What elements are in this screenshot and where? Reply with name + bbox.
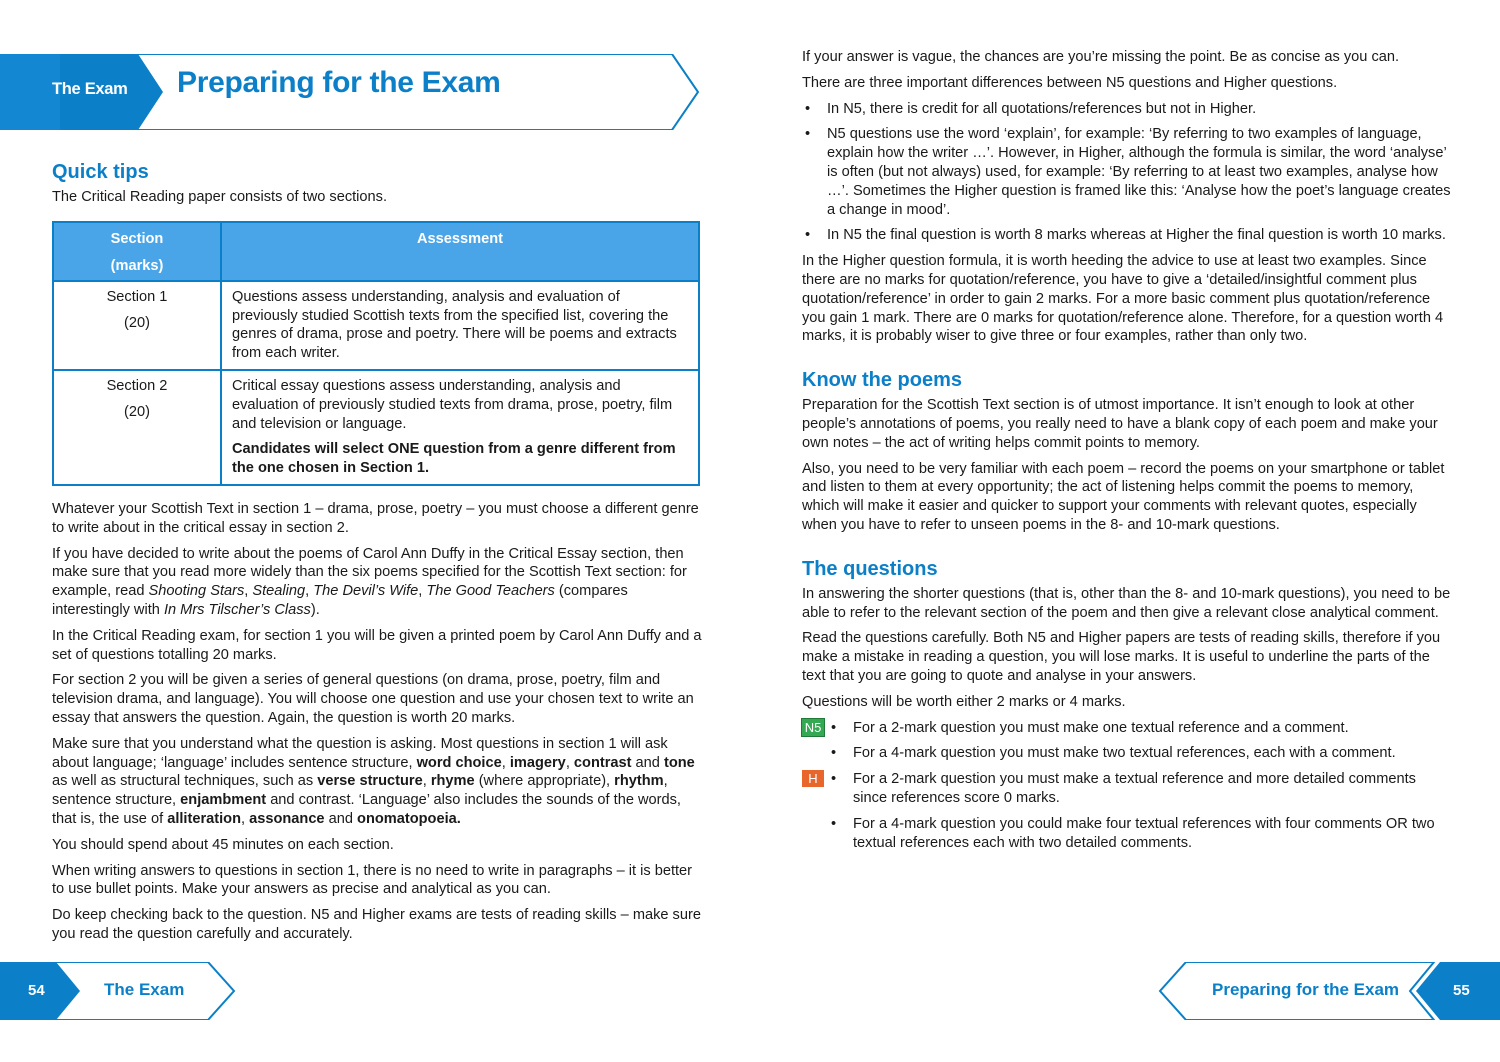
list-item: • In N5, there is credit for all quotations/references but not in Higher.	[802, 100, 1454, 119]
know-poems-heading: Know the poems	[802, 369, 963, 392]
quick-tips-heading: Quick tips	[52, 161, 149, 183]
paragraph: If your answer is vague, the chances are you’re missing the point. Be as concise as you can.	[802, 49, 1400, 65]
table-row	[53, 281, 699, 370]
differences-list	[802, 100, 1454, 246]
list-item: • For a 4-mark question you must make two textual references, each with a comment.	[828, 744, 1454, 763]
right-page	[750, 0, 1500, 1062]
right-content	[802, 48, 1454, 859]
higher-group	[802, 770, 1454, 852]
list-item: • For a 4-mark question you could make four textual references with four comments OR two textual references each with two detailed comments.	[828, 815, 1454, 853]
left-footer	[0, 962, 240, 1020]
paragraph: When writing answers to questions in section 1, there is no need to write in paragraphs – it is better to use bullet points. Make your answers as precise and analytical as you can.	[52, 862, 693, 898]
paragraph: Make sure that you understand what the question is asking. Most questions in section 1 will ask about language; ‘language’ includes sentence structure, word choice, imagery, contrast and tone as well as structural techniques, such as verse structure, rhyme (where appropriate), rhythm, sentence structure, enjambment and contrast. ‘Language’ also includes the sounds of the words, that is, the use of alliteration, assonance and onomatopoeia.	[52, 735, 695, 827]
paragraph: There are three important differences between N5 questions and Higher questions.	[802, 74, 1338, 91]
n5-list	[828, 719, 1454, 764]
right-footer	[1158, 962, 1500, 1020]
page-number: 54	[28, 982, 45, 999]
table-cell-section: Section 2 (20)	[53, 370, 221, 485]
paragraph: In the Higher question formula, it is worth heeding the advice to use at least two examples. Since there are no marks for quotation/reference, you have to give a ‘detailed/insightful comment plus quotation/reference’ in order to gain 2 marks. For a more basic comment plus quotation/reference you gain 1 mark. There are 0 marks for quotation/reference alone. Therefore, for a question worth 4 marks, it is probably wiser to give three or four examples, rather than only two.	[802, 253, 1444, 345]
table-note: Candidates will select ONE question from a genre different from the one chosen in Section 1.	[232, 441, 676, 477]
table-row	[53, 370, 699, 485]
paragraph: Preparation for the Scottish Text section is of utmost importance. It isn’t enough to look at other people’s annotations of poems, you really need to have a blank copy of each poem and make your own notes – the act of writing helps commit points to memory.	[802, 397, 1438, 451]
list-item: • For a 2-mark question you must make one textual reference and a comment.	[828, 719, 1454, 738]
paragraph: In answering the shorter questions (that is, other than the 8- and 10-mark questions), you need to be able to refer to the relevant section of the poem and then give a relevant close analytical comment.	[802, 585, 1451, 621]
paragraph: You should spend about 45 minutes on each section.	[52, 836, 394, 853]
paragraph: Also, you need to be very familiar with each poem – record the poems on your smartphone or tablet and listen to them at every opportunity; the act of listening helps commit the poems to memory, which will make it easier and quicker to support your comments with relevant quotes, especially when you have to refer to unseen poems in the 8- and 10-mark questions.	[802, 460, 1445, 533]
assessment-header: Assessment	[221, 222, 699, 281]
paragraph: For section 2 you will be given a series of general questions (on drama, prose, poetry, film and television drama, and language). You will choose one question and use your chosen text to write an essay that answers the question. Again, the question is worth 20 marks.	[52, 672, 694, 726]
questions-heading: The questions	[802, 557, 938, 580]
assessment-table	[52, 221, 700, 486]
table-cell-section: Section 1 (20)	[53, 281, 221, 370]
page-title: Preparing for the Exam	[177, 66, 501, 99]
paragraph: In the Critical Reading exam, for section 1 you will be given a printed poem by Carol Ann Duffy and a set of questions totalling 20 marks.	[52, 627, 702, 663]
intro-text: The Critical Reading paper consists of two sections.	[52, 189, 388, 205]
footer-label: The Exam	[104, 980, 185, 999]
paragraph: If you have decided to write about the poems of Carol Ann Duffy in the Critical Essay section, then make sure that you read more widely than the six poems specified for the Scottish Text section: for example, read Shooting Stars, Stealing, The Devil’s Wife, The Good Teachers (compares interestingly with In Mrs Tilscher’s Class).	[52, 545, 687, 618]
paragraph: Questions will be worth either 2 marks or 4 marks.	[802, 693, 1126, 710]
list-item: • N5 questions use the word ‘explain’, for example: ‘By referring to two examples of language, explain how the writer …’. However, in Higher, although the formula is similar, the word ‘analyse’ is often (but not always) used, for example: ‘By referring to at least two examples, analyse how …’. Sometimes the Higher question is framed like this: ‘Analyse how the poet’s language creates a change in mood’.	[802, 125, 1454, 219]
footer-label: Preparing for the Exam	[1212, 980, 1400, 999]
higher-list	[828, 770, 1454, 852]
table-cell-assessment: Questions assess understanding, analysis and evaluation of previously studied Scottish texts from the specified list, covering the genres of drama, prose and poetry. There will be poems and extracts from each writer.	[221, 281, 699, 370]
page-number: 55	[1453, 982, 1470, 999]
table-header-row	[53, 222, 699, 281]
left-content	[52, 160, 702, 951]
section-header: Section (marks)	[53, 222, 221, 281]
paragraph: Do keep checking back to the question. N5 and Higher exams are tests of reading skills – make sure you read the question carefully and accurately.	[52, 907, 701, 942]
section-tag: The Exam	[52, 80, 128, 98]
list-item: • In N5 the final question is worth 8 marks whereas at Higher the final question is worth 10 marks.	[802, 226, 1454, 245]
paragraph: Read the questions carefully. Both N5 and Higher papers are tests of reading skills, therefore if you make a mistake in reading a question, you will lose marks. It is useful to underline the parts of the text that you are going to quote and analyse in your answers.	[802, 630, 1441, 684]
higher-badge: H	[802, 770, 824, 787]
paragraph: Whatever your Scottish Text in section 1 – drama, prose, poetry – you must choose a different genre to write about in the critical essay in section 2.	[52, 500, 699, 536]
list-item: • For a 2-mark question you must make a textual reference and more detailed comments since references score 0 marks.	[828, 770, 1454, 808]
n5-badge: N5	[802, 719, 824, 736]
table-cell-assessment: Critical essay questions assess understanding, analysis and evaluation of previously studied texts from drama, prose, poetry, film and television or language. Candidates will select ONE question from a genre different from the one chosen in Section 1.	[221, 370, 699, 485]
n5-group	[802, 719, 1454, 764]
